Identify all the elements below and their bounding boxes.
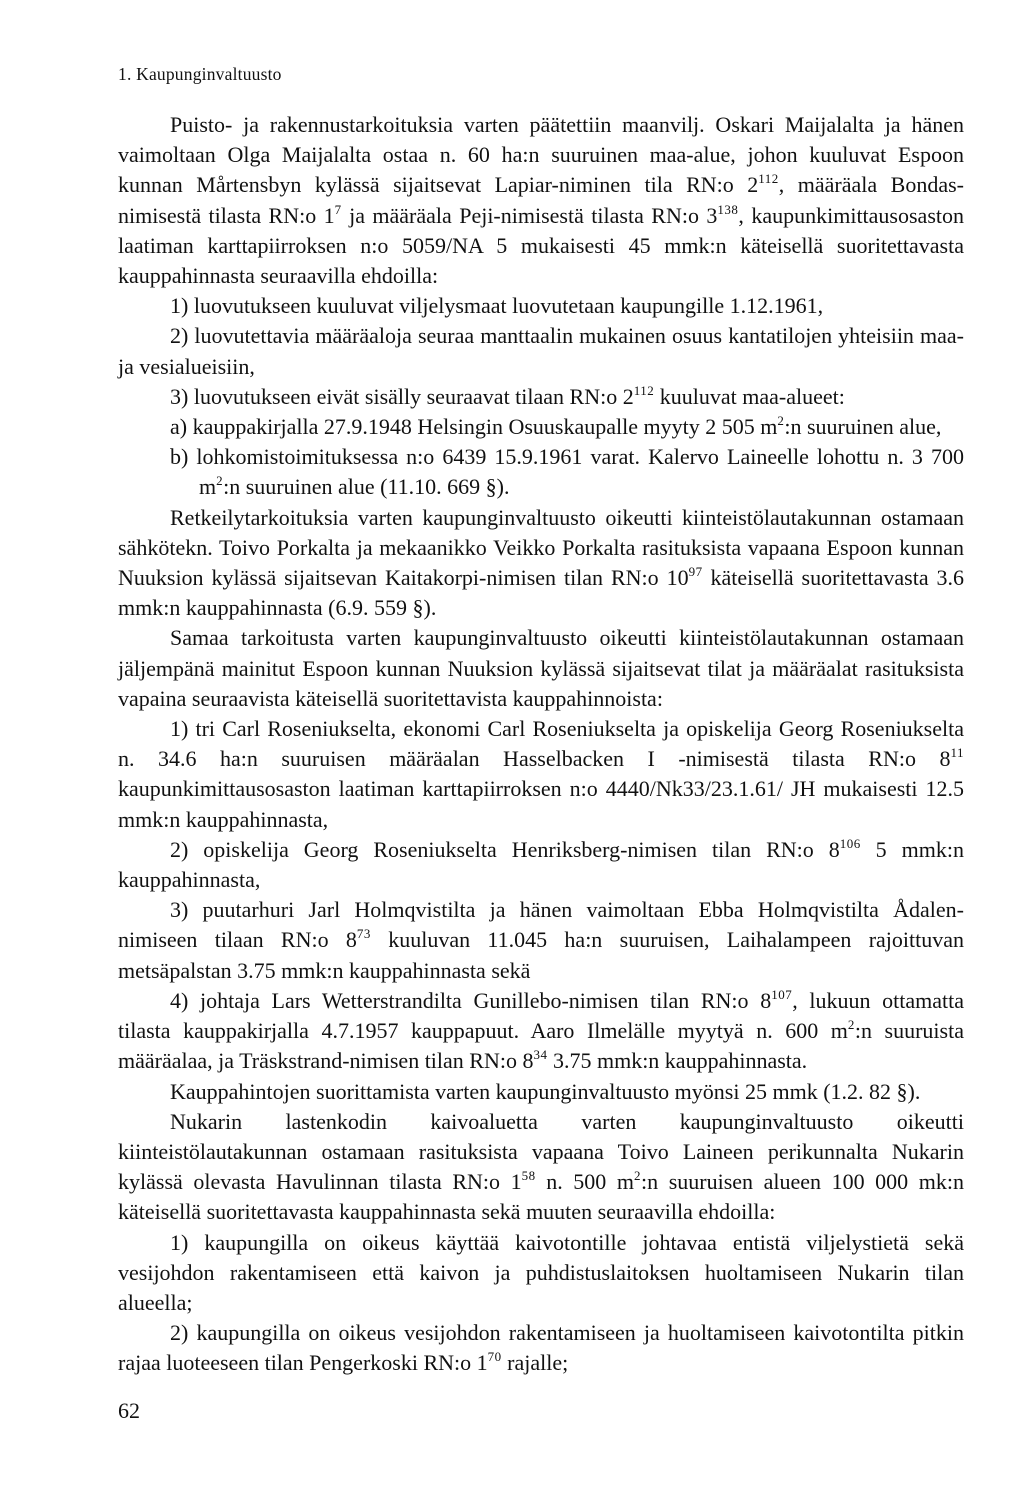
list-item: 2) kaupungilla on oikeus vesijohdon rakentamiseen ja huoltamiseen kaivotontilta pitkin rajaa luoteeseen tilan Pengerkoski RN:o $1^{70}$ rajalle;: [118, 1320, 964, 1376]
paragraph-funding: Kauppahintojen suorittamista varten kaupunginvaltuusto myönsi 25 mmk (1.2. 82 §).: [170, 1078, 921, 1104]
list-item: 2) opiskelija Georg Roseniukselta Henriksberg-nimisen tilan RN:o $8^{106}$ 5 mmk:n kauppahinnasta,: [118, 835, 964, 893]
list-item: 1) kaupungilla on oikeus käyttää kaivotontille johtavaa entistä viljelystietä sekä vesijohdon rakentamiseen että kaivon ja puhdistuslaitoksen huoltamiseen Nukarin tilan alueella;: [118, 1229, 964, 1315]
list-item: 2) luovutettavia määräaloja seuraa manttaalin mukainen osuus kantatilojen yhteisiin maa- ja vesialueisiin,: [118, 323, 964, 379]
page-number: 62: [118, 1398, 140, 1423]
paragraph-puisto-purchase: Puisto- ja rakennustarkoituksia varten päätettiin maanvilj. Oskari Maijalalta ja hänen vaimoltaan Olga Maijalalta ostaa n. 60 ha:n suuruinen maa-alue, johon kuuluvat Espoon kunnan Mårtensbyn kylässä sijaitsevat Lapiar-niminen tila RN:o $2^{112}$, määräala Bondas-nimisestä tilasta RN:o $1^7$ ja määräala Peji-nimisestä tilasta RN:o $3^{138}$, kaupunkimittausosaston laatiman karttapiirroksen n:o 5059/NA 5 mukaisesti 45 mmk:n käteisellä suoritettavasta kauppahinnasta seuraavilla ehdoilla:: [118, 112, 964, 289]
list-item: 4) johtaja Lars Wetterstrandilta Gunillebo-nimisen tilan RN:o $8^{107}$, lukuun ottamatta tilasta kauppakirjalla 4.7.1957 kauppapuut. Aaro Ilmelälle myytyä n. 600 $m^2:n$ suuruista määräalaa, ja Träskstrand-nimisen tilan RN:o $8^{34}$ 3.75 mmk:n kauppahinnasta.: [118, 986, 965, 1074]
list-item: 3) puutarhuri Jarl Holmqvistilta ja hänen vaimoltaan Ebba Holmqvistilta Ådalen-nimiseen tilaan RN:o $8^{73}$ kuuluvan 11.045 ha:n suuruisen, Laihalampeen rajoittuvan metsäpalstan 3.75 mmk:n kauppahinnasta sekä: [118, 897, 964, 983]
sub-list-item: a) kauppakirjalla 27.9.1948 Helsingin Osuuskaupalle myyty 2 505 $m^2:n$ suuruinen alue,: [170, 413, 942, 440]
document-body: [118, 110, 964, 1379]
paragraph-nukari-purchase: Nukarin lastenkodin kaivoaluetta varten kaupunginvaltuusto oikeutti kiinteistölautakunnan ostamaan rasituksista vapaana Toivo Laineen perikunnalta Nukarin kylässä olevasta Havulinnan tilasta RN:o $1^{58}$ n. 500 $m^2:n$ suuruisen alueen 100 000 mk:n käteisellä suoritettavasta kauppahinnasta sekä muuten seuraavilla ehdoilla:: [118, 1108, 964, 1225]
sub-list-item: b) lohkomistoimituksessa n:o 6439 15.9.1961 varat. Kalervo Laineelle lohottu n. 3 700 $m^2:n$ suuruinen alue (11.10. 669 §).: [170, 444, 964, 500]
list-item: 1) tri Carl Roseniukselta, ekonomi Carl Roseniukselta ja opiskelija Georg Roseniukselta n. 34.6 ha:n suuruisen määräalan Hasselbacken I -nimisestä tilasta RN:o $8^{11}$ kaupunkimittausosaston laatiman karttapiirroksen n:o 4440/Nk33/23.1.61/ JH mukaisesti 12.5 mmk:n kauppahinnasta,: [118, 716, 964, 832]
paragraph-retkeily-purchase: Retkeilytarkoituksia varten kaupunginvaltuusto oikeutti kiinteistölautakunnan ostamaan sähkötekn. Toivo Porkalta ja mekaanikko Veikko Porkalta rasituksista vapaana Espoon kunnan Nuuksion kylässä sijaitsevan Kaitakorpi-nimisen tilan RN:o $10^{97}$ käteisellä suoritettavasta 3.6 mmk:n kauppahinnasta (6.9. 559 §).: [118, 504, 965, 621]
running-header: 1. Kaupunginvaltuusto: [118, 64, 282, 84]
list-item: 1) luovutukseen kuuluvat viljelysmaat luovutetaan kaupungille 1.12.1961,: [170, 293, 824, 319]
list-item: 3) luovutukseen eivät sisälly seuraavat tilaan RN:o $2^{112}$ kuuluvat maa-alueet:: [170, 382, 845, 409]
paragraph-nuuksio-purchases: Samaa tarkoitusta varten kaupunginvaltuusto oikeutti kiinteistölautakunnan ostamaan jäljempänä mainitut Espoon kunnan Nuuksion kylässä sijaitsevat tilat ja määräalat rasituksista vapaina seuraavista käteisellä suoritettavista kauppahinnoista:: [118, 625, 964, 711]
